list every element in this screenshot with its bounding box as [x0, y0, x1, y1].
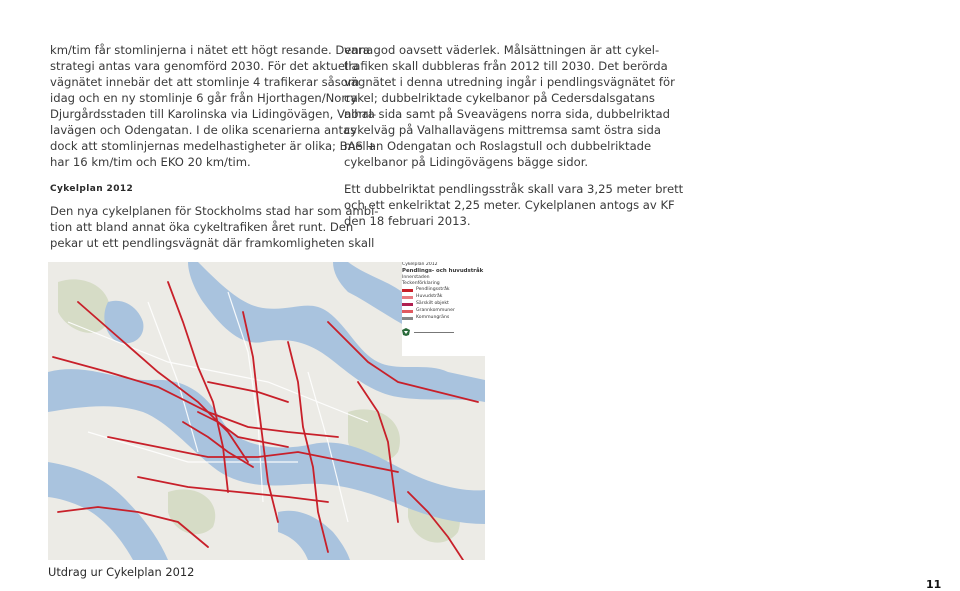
legend-item	[402, 315, 485, 322]
legend-swatch	[402, 289, 413, 292]
legend-item	[402, 301, 485, 308]
text-line: mellan Odengatan och Roslagstull och dubbelriktade	[344, 139, 652, 153]
text-line: strategi antas vara genomförd 2030. För det aktuella	[50, 59, 359, 73]
text-line: lavägen och Odengatan. I de olika scenarierna antas	[50, 123, 357, 137]
text-line: pekar ut ett pendlingsvägnät där framkomligheten skall	[50, 236, 375, 250]
legend-item	[402, 308, 485, 315]
legend-item	[402, 294, 485, 301]
text-line: Djurgårdsstaden till Karolinska via Lidingövägen, Valhal-	[50, 107, 377, 121]
text-line: cykel; dubbelriktade cykelbanor på Cedersdalsgatans	[344, 91, 655, 105]
page-number: 11	[926, 578, 942, 591]
paragraph-widths	[344, 181, 684, 229]
section-heading-cykelplan: Cykelplan 2012	[50, 184, 134, 194]
map-caption: Utdrag ur Cykelplan 2012	[48, 565, 195, 579]
legend-swatch	[402, 317, 413, 320]
text-line: vara god oavsett väderlek. Målsättningen är att cykel-	[344, 43, 660, 57]
text-line: och ett enkelriktat 2,25 meter. Cykelplanen antogs av KF	[344, 198, 675, 212]
legend-item	[402, 287, 485, 294]
text-line: vägnätet i denna utredning ingår i pendlingsvägnätet för	[344, 75, 675, 89]
text-line: cykelväg på Valhallavägens mittremsa samt östra sida	[344, 123, 661, 137]
legend-title: Cykelplan 2012	[402, 262, 438, 267]
legend-swatch	[402, 303, 413, 306]
legend-swatch	[402, 296, 413, 299]
text-line: idag och en ny stomlinje 6 går från Hjorthagen/Norra	[50, 91, 358, 105]
paragraph-cykelplan	[50, 203, 379, 251]
legend-area: Innerstaden	[402, 275, 430, 280]
text-line: Ett dubbelriktat pendlingsstråk skall vara 3,25 meter brett	[344, 182, 684, 196]
map-legend	[402, 262, 485, 356]
text-line: trafiken skall dubbleras från 2012 till 2030. Det berörda	[344, 59, 668, 73]
text-line: cykelbanor på Lidingövägens bägge sidor.	[344, 155, 589, 169]
legend-item-label: Kommungräns	[416, 315, 450, 320]
text-line: Den nya cykelplanen för Stockholms stad har som ambi-	[50, 204, 379, 218]
paragraph-intro	[50, 42, 377, 170]
city-logo-icon	[402, 328, 410, 336]
legend-item-label: Särskilt objekt	[416, 301, 449, 306]
paragraph-goals	[344, 42, 675, 170]
legend-rule	[414, 332, 454, 333]
legend-item-label: Grannkommuner	[416, 308, 455, 313]
text-line: dock att stomlinjernas medelhastigheter är olika; BAS +	[50, 139, 377, 153]
legend-swatch	[402, 310, 413, 313]
text-line: norra sida samt på Sveavägens norra sida, dubbelriktad	[344, 107, 670, 121]
text-line: vägnätet innebär det att stomlinje 4 trafikerar såsom	[50, 75, 360, 89]
legend-item-label: Huvudstråk	[416, 294, 443, 299]
left-text-column	[50, 42, 379, 251]
text-line: km/tim får stomlinjerna i nätet ett högt resande. Denna	[50, 43, 374, 57]
legend-subtitle: Pendlings- och huvudstråk	[402, 268, 484, 274]
right-text-column	[344, 42, 684, 229]
text-line: tion att bland annat öka cykeltrafiken året runt. Den	[50, 220, 354, 234]
text-line: har 16 km/tim och EKO 20 km/tim.	[50, 155, 251, 169]
legend-item-label: Pendlingsstråk	[416, 287, 450, 292]
bike-plan-map	[48, 262, 485, 560]
text-line: den 18 februari 2013.	[344, 214, 471, 228]
legend-explanation-heading: Teckenförklaring	[402, 281, 440, 286]
